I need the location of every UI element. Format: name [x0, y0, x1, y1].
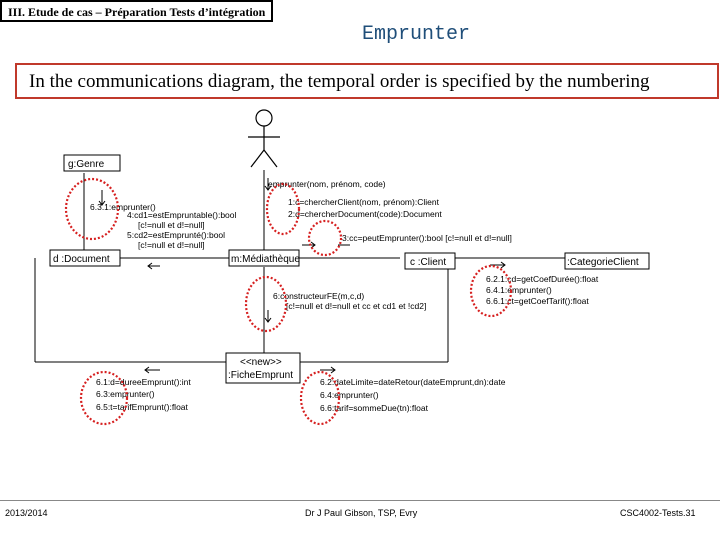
msg-6-4-1: 6.4.1:emprunter(): [486, 285, 552, 295]
msg-6-6: 6.6:tarif=sommeDue(tn):float: [320, 403, 428, 413]
footer-author: Dr J Paul Gibson, TSP, Evry: [305, 508, 418, 518]
msg-4b: [c!=null et d!=null]: [138, 220, 205, 230]
highlight-oval-msg-6: [246, 277, 286, 331]
msg-6-2: 6.2:dateLimite=dateRetour(dateEmprunt,dn):date: [320, 377, 506, 387]
object-mediatheque: [229, 250, 300, 266]
object-document-label: d :Document: [53, 254, 110, 265]
subtitle-box: [15, 63, 719, 99]
msg-6-3-1: 6.3.1:emprunter(): [90, 202, 156, 212]
msg-5a: 5:cd2=estEmprunté():bool: [127, 230, 226, 240]
object-categorie: [565, 253, 649, 269]
message-arrows: [99, 178, 505, 373]
msg-6a: 6:constructeurFE(m,c,d): [273, 291, 365, 301]
object-document: [50, 250, 120, 266]
msg-6-5: 6.5:t=tarifEmprunt():float: [96, 402, 188, 412]
msg-5b: [c!=null et d!=null]: [138, 240, 205, 250]
msg-6-3: 6.3:emprunter(): [96, 389, 155, 399]
section-header: III. Etude de cas – Préparation Tests d’intégration: [8, 5, 266, 19]
actor-stick-figure: [248, 110, 280, 167]
object-mediatheque-label: m:Médiathèque: [231, 254, 300, 265]
msg-6-1: 6.1:d=dureeEmprunt():int: [96, 377, 191, 387]
footer-bar: [0, 500, 720, 541]
object-fiche-stereotype: <<new>>: [240, 357, 282, 368]
highlight-oval-msg-3: [309, 221, 341, 255]
messages: [90, 179, 599, 413]
msg-2: 2:d=chercherDocument(code):Document: [288, 209, 442, 219]
object-client: [405, 253, 455, 269]
footer-course: CSC4002-Tests.31: [620, 508, 696, 518]
section-header-box: [0, 0, 273, 22]
msg-6-2-1: 6.2.1:cd=getCoefDurée():float: [486, 274, 599, 284]
msg-4a: 4:cd1=estEmpruntable():bool: [127, 210, 237, 220]
object-fiche-label: :FicheEmprunt: [228, 370, 294, 381]
object-client-label: c :Client: [410, 257, 447, 268]
msg-1: 1:c=chercherClient(nom, prénom):Client: [288, 197, 439, 207]
communication-diagram: [0, 100, 720, 500]
msg-6-4: 6.4:emprunter(): [320, 390, 379, 400]
msg-6-6-1: 6.6.1:ct=getCoefTarif():float: [486, 296, 589, 306]
slide-title: Emprunter: [362, 23, 471, 46]
msg-6b: [c!=null et d!=null et cc et cd1 et !cd2]: [286, 301, 427, 311]
footer-date: 2013/2014: [5, 508, 48, 518]
subtitle: In the communications diagram, the temporal order is specified by the numbering: [29, 71, 650, 92]
object-fiche: [226, 353, 300, 383]
object-genre-label: g:Genre: [68, 159, 105, 170]
msg-3: 3:cc=peutEmprunter():bool [c!=null et d!=null]: [342, 233, 512, 243]
object-genre: [64, 155, 120, 171]
object-categorie-label: :CategorieClient: [567, 257, 639, 268]
msg-emprunter: emprunter(nom, prénom, code): [268, 179, 386, 189]
